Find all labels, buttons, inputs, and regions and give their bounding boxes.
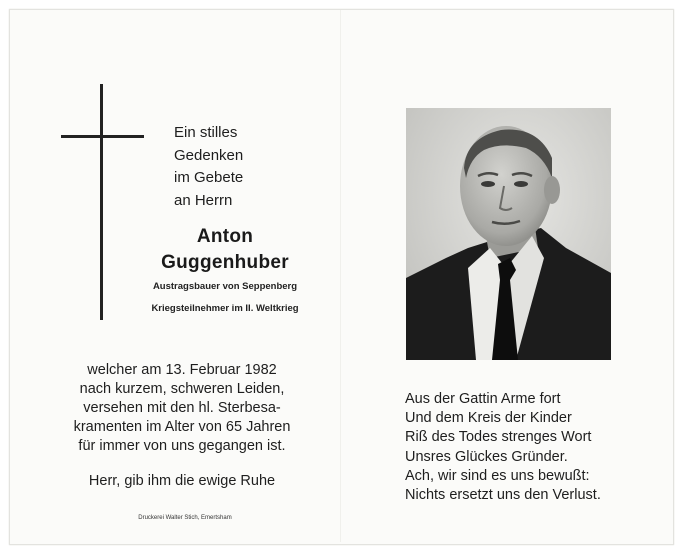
cross-icon (100, 84, 103, 320)
death-notice-line: für immer von uns gegangen ist. (78, 438, 286, 454)
poem-line: Ach, wir sind es uns bewußt: (405, 467, 590, 484)
death-notice-line: kramenten im Alter von 65 Jahren (73, 419, 291, 435)
cross-icon-crossbar (61, 135, 144, 138)
prayer-line: Herr, gib ihm die ewige Ruhe (88, 473, 276, 489)
portrait-photo (406, 108, 611, 360)
card-fold-line (340, 10, 341, 542)
intro-text (174, 122, 243, 212)
poem-line: Aus der Gattin Arme fort (405, 391, 561, 407)
intro-line: an Herrn (174, 191, 233, 209)
printer-credit: Druckerei Walter Stich, Emertsham (138, 515, 232, 521)
deceased-first-name: Anton (196, 226, 254, 247)
death-notice-line: nach kurzem, schweren Leiden, (79, 381, 285, 397)
deceased-war-service: Kriegsteilnehmer im II. Weltkrieg (151, 303, 299, 314)
poem-line: Riß des Todes strenges Wort (405, 429, 592, 446)
deceased-last-name: Guggenhuber (161, 252, 289, 273)
memorial-poem (405, 390, 601, 505)
poem-line: Und dem Kreis der Kinder (405, 410, 572, 427)
intro-line: im Gebete (174, 169, 244, 186)
poem-line: Unsres Glückes Gründer. (405, 448, 568, 465)
intro-line: Ein stilles (174, 124, 238, 141)
deceased-occupation: Austragsbauer von Seppenberg (152, 281, 298, 292)
death-notice-line: versehen mit den hl. Sterbesa- (83, 400, 281, 416)
poem-line: Nichts ersetzt uns den Verlust. (405, 487, 601, 504)
death-notice (52, 361, 312, 456)
death-notice-line: welcher am 13. Februar 1982 (87, 362, 277, 378)
intro-line: Gedenken (174, 146, 244, 164)
